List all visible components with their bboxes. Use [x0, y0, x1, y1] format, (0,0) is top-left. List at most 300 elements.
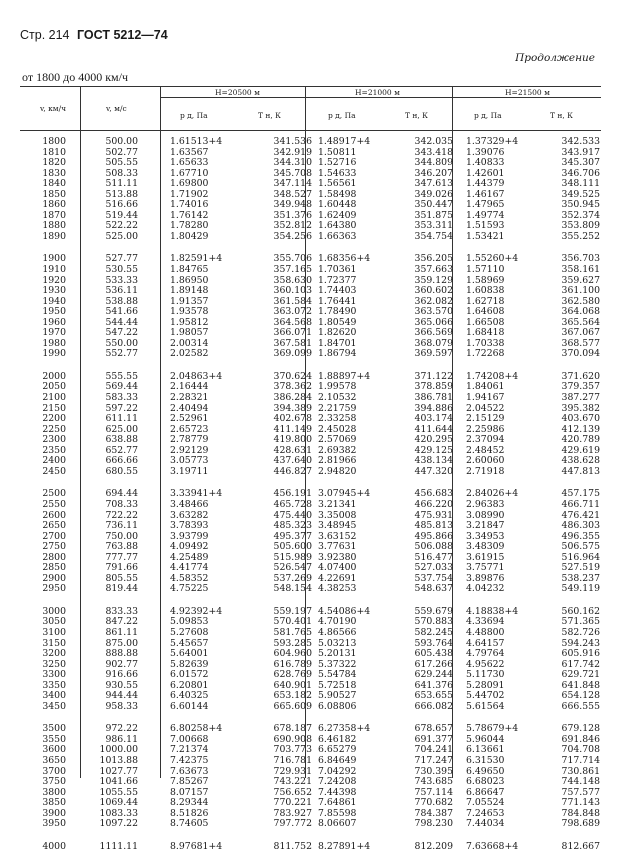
- cell-v-kmh: 2450: [42, 465, 66, 477]
- cell-v-ms: 502.77: [105, 146, 138, 158]
- cell-t-21000: 784.387: [414, 807, 453, 819]
- cell-v-kmh: 1930: [42, 285, 66, 297]
- cell-t-21500: 744.148: [561, 776, 600, 788]
- cell-v-ms: 527.77: [105, 253, 138, 265]
- cell-p-20500: 7.00668: [170, 733, 209, 745]
- cell-v-ms: 547.22: [105, 327, 138, 339]
- cell-p-21500: 1.47965: [466, 199, 505, 211]
- cell-v-ms: 888.88: [105, 648, 138, 660]
- cell-v-kmh: 3200: [42, 648, 66, 660]
- cell-p-21500: 1.94167: [466, 392, 505, 404]
- cell-v-ms: 625.00: [105, 423, 138, 435]
- cell-v-ms: 525.00: [105, 230, 138, 242]
- cell-p-21000: 1.72377: [318, 274, 357, 286]
- cell-p-20500: 2.65723: [170, 423, 209, 435]
- cell-t-20500: 354.256: [273, 230, 312, 242]
- cell-t-21500: 527.519: [561, 562, 600, 574]
- cell-t-21000: 386.781: [414, 392, 453, 404]
- cell-t-21000: 704.241: [414, 744, 453, 756]
- cell-v-ms: 1027.77: [99, 765, 138, 777]
- cell-p-21500: 3.61915: [466, 551, 505, 563]
- cell-v-ms: 505.55: [105, 157, 138, 169]
- cell-p-20500: 4.25489: [170, 551, 209, 563]
- cell-t-21000: 347.613: [414, 178, 453, 190]
- table-row: [20, 349, 601, 360]
- cell-p-21000: 1.74403: [318, 285, 357, 297]
- cell-t-21500: 353.809: [561, 220, 600, 232]
- cell-v-kmh: 3900: [42, 807, 66, 819]
- cell-p-21000: 1.62409: [318, 209, 357, 221]
- cell-p-20500: 3.33941+4: [170, 488, 223, 500]
- cell-p-21500: 1.72268: [466, 348, 505, 360]
- cell-t-21500: 798.689: [561, 818, 600, 830]
- cell-p-20500: 5.09853: [170, 616, 209, 628]
- cell-p-21000: 1.66363: [318, 230, 357, 242]
- cell-v-ms: 508.33: [105, 167, 138, 179]
- cell-t-21000: 346.207: [414, 167, 453, 179]
- cell-t-21000: 678.657: [414, 723, 453, 735]
- cell-t-21000: 743.685: [414, 776, 453, 788]
- cell-v-kmh: 3700: [42, 765, 66, 777]
- cell-t-21500: 362.580: [561, 295, 600, 307]
- row-block: [20, 372, 601, 477]
- cell-t-21000: 629.244: [414, 669, 453, 681]
- cell-p-21500: 2.96383: [466, 498, 505, 510]
- cell-t-20500: 402.678: [273, 413, 312, 425]
- cell-t-20500: 690.908: [273, 733, 312, 745]
- cell-p-21500: 4.79764: [466, 648, 505, 660]
- cell-p-20500: 1.98057: [170, 327, 209, 339]
- cell-t-20500: 797.772: [273, 818, 312, 830]
- cell-p-21500: 3.48309: [466, 541, 505, 553]
- cell-p-21500: 1.68418: [466, 327, 505, 339]
- cell-v-kmh: 3050: [42, 616, 66, 628]
- cell-v-kmh: 2900: [42, 572, 66, 584]
- table-row: [20, 756, 601, 767]
- cell-v-ms: 513.88: [105, 188, 138, 200]
- cell-v-kmh: 2600: [42, 509, 66, 521]
- cell-t-21500: 361.100: [561, 285, 600, 297]
- cell-t-21000: 368.079: [414, 337, 453, 349]
- cell-t-21500: 466.711: [561, 498, 600, 510]
- cell-t-21500: 352.374: [561, 209, 600, 221]
- cell-v-kmh: 3000: [42, 605, 66, 617]
- cell-p-20500: 7.21374: [170, 744, 209, 756]
- cell-v-kmh: 1970: [42, 327, 66, 339]
- cell-t-21500: 359.627: [561, 274, 600, 286]
- cell-p-21000: 7.44398: [318, 786, 357, 798]
- cell-t-20500: 505.600: [273, 541, 312, 553]
- cell-t-21000: 617.266: [414, 658, 453, 670]
- cell-p-21500: 5.44702: [466, 690, 505, 702]
- cell-p-21500: 1.55260+4: [466, 253, 519, 265]
- cell-v-kmh: 3400: [42, 690, 66, 702]
- cell-v-kmh: 1810: [42, 146, 66, 158]
- cell-p-21000: 1.58498: [318, 188, 357, 200]
- cell-p-21000: 1.56561: [318, 178, 357, 190]
- cell-v-kmh: 2550: [42, 498, 66, 510]
- cell-p-21500: 1.53421: [466, 230, 505, 242]
- cell-v-ms: 1055.55: [99, 786, 138, 798]
- cell-p-20500: 1.89148: [170, 285, 209, 297]
- cell-t-21500: 358.161: [561, 264, 600, 276]
- cell-t-21000: 344.809: [414, 157, 453, 169]
- cell-v-ms: 791.66: [105, 562, 138, 574]
- cell-p-21000: 1.50811: [318, 146, 357, 158]
- cell-t-21500: 367.067: [561, 327, 600, 339]
- cell-p-20500: 3.48466: [170, 498, 209, 510]
- table-row: [20, 628, 601, 639]
- cell-t-21500: 812.667: [561, 840, 600, 852]
- cell-v-kmh: 2100: [42, 392, 66, 404]
- cell-t-20500: 352.812: [273, 220, 312, 232]
- cell-t-21500: 356.703: [561, 253, 600, 265]
- cell-v-kmh: 3600: [42, 744, 66, 756]
- cell-t-20500: 570.401: [273, 616, 312, 628]
- cell-t-21000: 730.395: [414, 765, 453, 777]
- cell-t-21000: 354.754: [414, 230, 453, 242]
- cell-p-20500: 1.61513+4: [170, 136, 223, 147]
- cell-p-21500: 7.63668+4: [466, 840, 519, 852]
- cell-t-21500: 605.916: [561, 648, 600, 660]
- row-block: [20, 137, 601, 242]
- cell-t-21000: 447.320: [414, 465, 453, 477]
- cell-v-ms: 694.44: [105, 488, 138, 500]
- cell-t-20500: 348.527: [273, 188, 312, 200]
- cell-p-20500: 1.78280: [170, 220, 209, 232]
- cell-t-21000: 475.931: [414, 509, 453, 521]
- cell-v-kmh: 3650: [42, 754, 66, 766]
- cell-t-21500: 345.307: [561, 157, 600, 169]
- cell-t-21000: 359.129: [414, 274, 453, 286]
- cell-v-ms: 1083.33: [99, 807, 138, 819]
- cell-t-21500: 666.555: [561, 700, 600, 712]
- cell-t-20500: 437.640: [273, 455, 312, 467]
- cell-v-ms: 1041.66: [99, 776, 138, 788]
- cell-v-kmh: 2850: [42, 562, 66, 574]
- cell-p-21000: 2.10532: [318, 392, 357, 404]
- cell-t-20500: 364.568: [273, 316, 312, 328]
- cell-t-21000: 570.883: [414, 616, 453, 628]
- cell-t-21000: 537.754: [414, 572, 453, 584]
- cell-p-20500: 1.63567: [170, 146, 209, 158]
- cell-t-21000: 666.082: [414, 700, 453, 712]
- cell-v-kmh: 2000: [42, 370, 66, 382]
- cell-t-21500: 379.357: [561, 381, 600, 393]
- cell-v-ms: 522.22: [105, 220, 138, 232]
- cell-t-20500: 386.284: [273, 392, 312, 404]
- cell-p-21500: 6.68023: [466, 776, 505, 788]
- cell-p-21500: 1.60838: [466, 285, 505, 297]
- cell-v-kmh: 3750: [42, 776, 66, 788]
- cell-t-21500: 641.848: [561, 679, 600, 691]
- cell-p-20500: 1.74016: [170, 199, 209, 211]
- cell-v-kmh: 2150: [42, 402, 66, 414]
- header-group-2: H=21000 м: [355, 88, 400, 97]
- cell-v-ms: 538.88: [105, 295, 138, 307]
- cell-p-20500: 2.28321: [170, 392, 209, 404]
- cell-p-21500: 4.04232: [466, 583, 505, 595]
- cell-v-kmh: 1880: [42, 220, 66, 232]
- cell-p-21000: 1.82620: [318, 327, 357, 339]
- cell-t-20500: 363.072: [273, 306, 312, 318]
- cell-p-21500: 2.84026+4: [466, 488, 519, 500]
- cell-t-21500: 412.139: [561, 423, 600, 435]
- cell-p-20500: 6.20801: [170, 679, 209, 691]
- cell-p-21000: 3.92380: [318, 551, 357, 563]
- cell-t-21500: 364.068: [561, 306, 600, 318]
- cell-v-ms: 958.33: [105, 700, 138, 712]
- cell-t-21000: 757.114: [414, 786, 453, 798]
- cell-p-21500: 2.15129: [466, 413, 505, 425]
- cell-t-20500: 593.285: [273, 637, 312, 649]
- cell-t-21500: 457.175: [561, 488, 600, 500]
- cell-p-21000: 1.60448: [318, 199, 357, 211]
- table-row: [20, 232, 601, 243]
- header-p: p д, Па: [474, 111, 502, 120]
- cell-t-21500: 395.382: [561, 402, 600, 414]
- cell-p-20500: 1.95812: [170, 316, 209, 328]
- cell-p-21000: 1.64380: [318, 220, 357, 232]
- cell-v-kmh: 1870: [42, 209, 66, 221]
- page-label: Стр. 214: [20, 28, 70, 42]
- cell-v-ms: 680.55: [105, 465, 138, 477]
- row-block: [20, 489, 601, 594]
- cell-t-21000: 351.875: [414, 209, 453, 221]
- cell-p-20500: 5.45657: [170, 637, 209, 649]
- cell-v-ms: 916.66: [105, 669, 138, 681]
- cell-t-21500: 420.789: [561, 434, 600, 446]
- cell-v-kmh: 1850: [42, 188, 66, 200]
- cell-p-20500: 2.02582: [170, 348, 209, 360]
- cell-v-kmh: 3350: [42, 679, 66, 691]
- cell-p-21000: 2.57069: [318, 434, 357, 446]
- cell-v-ms: 833.33: [105, 605, 138, 617]
- cell-p-21000: 1.68356+4: [318, 253, 371, 265]
- cell-v-ms: 861.11: [105, 626, 138, 638]
- cell-p-20500: 6.01572: [170, 669, 209, 681]
- cell-v-kmh: 3800: [42, 786, 66, 798]
- cell-v-ms: 930.55: [105, 679, 138, 691]
- cell-t-21500: 350.945: [561, 199, 600, 211]
- cell-t-20500: 743.221: [273, 776, 312, 788]
- cell-t-21500: 506.575: [561, 541, 600, 553]
- cell-t-21500: 560.162: [561, 605, 600, 617]
- cell-p-20500: 1.91357: [170, 295, 209, 307]
- cell-p-21500: 3.34953: [466, 530, 505, 542]
- cell-t-21500: 348.111: [561, 178, 600, 190]
- cell-p-20500: 4.09492: [170, 541, 209, 553]
- cell-t-21500: 403.670: [561, 413, 600, 425]
- cell-t-20500: 370.624: [273, 370, 312, 382]
- cell-p-20500: 8.07157: [170, 786, 209, 798]
- cell-p-20500: 4.75225: [170, 583, 209, 595]
- cell-t-20500: 411.149: [273, 423, 312, 435]
- cell-p-21000: 7.24208: [318, 776, 357, 788]
- cell-v-ms: 550.00: [105, 337, 138, 349]
- cell-p-21500: 4.48800: [466, 626, 505, 638]
- cell-p-21000: 6.84649: [318, 754, 357, 766]
- cell-p-21500: 5.28091: [466, 679, 505, 691]
- cell-p-20500: 6.80258+4: [170, 723, 223, 735]
- header-bottom-rule: [20, 130, 601, 131]
- cell-v-kmh: 1910: [42, 264, 66, 276]
- cell-t-21500: 496.355: [561, 530, 600, 542]
- cell-p-20500: 8.51826: [170, 807, 209, 819]
- cell-p-20500: 6.40325: [170, 690, 209, 702]
- cell-t-20500: 446.827: [273, 465, 312, 477]
- page-header: [20, 28, 168, 42]
- cell-v-kmh: 1800: [42, 136, 66, 147]
- cell-p-21500: 6.86647: [466, 786, 505, 798]
- cell-p-21500: 1.40833: [466, 157, 505, 169]
- header-t: T н, К: [405, 111, 428, 120]
- cell-t-20500: 358.630: [273, 274, 312, 286]
- cell-p-21500: 1.37329+4: [466, 136, 519, 147]
- table-row: [20, 393, 601, 404]
- cell-p-20500: 1.69800: [170, 178, 209, 190]
- cell-p-21000: 1.99578: [318, 381, 357, 393]
- cell-v-ms: 530.55: [105, 264, 138, 276]
- cell-t-21500: 387.277: [561, 392, 600, 404]
- cell-v-ms: 972.22: [105, 723, 138, 735]
- cell-p-20500: 2.40494: [170, 402, 209, 414]
- cell-p-21000: 2.69382: [318, 444, 357, 456]
- cell-t-20500: 465.728: [273, 498, 312, 510]
- cell-p-20500: 5.64001: [170, 648, 209, 660]
- cell-t-21500: 368.577: [561, 337, 600, 349]
- cell-p-20500: 2.92129: [170, 444, 209, 456]
- cell-v-kmh: 2350: [42, 444, 66, 456]
- header-group-1: H=20500 м: [215, 88, 260, 97]
- cell-t-21000: 548.637: [414, 583, 453, 595]
- cell-t-20500: 344.310: [273, 157, 312, 169]
- cell-p-20500: 4.41774: [170, 562, 209, 574]
- cell-t-21000: 353.311: [414, 220, 453, 232]
- cell-p-20500: 6.60144: [170, 700, 209, 712]
- cell-p-21500: 5.78679+4: [466, 723, 519, 735]
- cell-t-20500: 581.765: [273, 626, 312, 638]
- cell-t-20500: 485.323: [273, 520, 312, 532]
- cell-t-21000: 420.295: [414, 434, 453, 446]
- cell-p-21000: 4.70190: [318, 616, 357, 628]
- cell-t-21000: 357.663: [414, 264, 453, 276]
- cell-t-21500: 730.861: [561, 765, 600, 777]
- cell-p-20500: 3.19711: [170, 465, 209, 477]
- cell-t-21000: 653.655: [414, 690, 453, 702]
- cell-t-20500: 729.931: [273, 765, 312, 777]
- cell-v-ms: 736.11: [105, 520, 138, 532]
- cell-p-20500: 5.82639: [170, 658, 209, 670]
- cell-p-21500: 1.74208+4: [466, 370, 519, 382]
- cell-t-21500: 346.706: [561, 167, 600, 179]
- cell-t-21500: 429.619: [561, 444, 600, 456]
- cell-p-21000: 5.20131: [318, 648, 357, 660]
- cell-p-20500: 4.58352: [170, 572, 209, 584]
- cell-p-21000: 3.63152: [318, 530, 357, 542]
- standard-label: ГОСТ 5212—74: [77, 28, 168, 42]
- cell-t-21000: 349.026: [414, 188, 453, 200]
- cell-p-21000: 7.85598: [318, 807, 357, 819]
- cell-t-21500: 549.119: [561, 583, 600, 595]
- cell-p-20500: 8.29344: [170, 797, 209, 809]
- cell-t-21500: 343.917: [561, 146, 600, 158]
- header-p: p д, Па: [328, 111, 356, 120]
- cell-t-21500: 342.533: [561, 136, 600, 147]
- cell-p-21000: 6.08806: [318, 700, 357, 712]
- cell-v-kmh: 3100: [42, 626, 66, 638]
- cell-t-21500: 476.421: [561, 509, 600, 521]
- cell-v-ms: 536.11: [105, 285, 138, 297]
- cell-p-21500: 4.18838+4: [466, 605, 519, 617]
- table-row: [20, 819, 601, 830]
- header-p: p д, Па: [180, 111, 208, 120]
- cell-t-21500: 447.813: [561, 465, 600, 477]
- header-group-3: H=21500 м: [505, 88, 550, 97]
- cell-t-20500: 495.377: [273, 530, 312, 542]
- cell-t-20500: 428.631: [273, 444, 312, 456]
- cell-p-21000: 1.88897+4: [318, 370, 371, 382]
- cell-v-ms: 511.11: [105, 178, 138, 190]
- cell-p-21000: 7.64861: [318, 797, 357, 809]
- cell-p-21000: 3.07945+4: [318, 488, 371, 500]
- cell-p-21000: 2.33258: [318, 413, 357, 425]
- cell-v-kmh: 2400: [42, 455, 66, 467]
- cell-v-ms: 519.44: [105, 209, 138, 221]
- cell-p-20500: 8.74605: [170, 818, 209, 830]
- cell-p-21500: 1.58969: [466, 274, 505, 286]
- cell-p-21500: 2.37094: [466, 434, 505, 446]
- cell-v-ms: 805.55: [105, 572, 138, 584]
- cell-v-kmh: 1920: [42, 274, 66, 286]
- cell-v-kmh: 1830: [42, 167, 66, 179]
- cell-p-21000: 2.81966: [318, 455, 357, 467]
- table-top-rule: [20, 86, 601, 87]
- cell-v-kmh: 2700: [42, 530, 66, 542]
- cell-v-ms: 986.11: [105, 733, 138, 745]
- cell-p-21000: 3.48945: [318, 520, 357, 532]
- cell-v-ms: 1097.22: [99, 818, 138, 830]
- cell-v-ms: 847.22: [105, 616, 138, 628]
- cell-v-kmh: 3950: [42, 818, 66, 830]
- cell-t-20500: 341.536: [273, 136, 312, 147]
- cell-v-ms: 533.33: [105, 274, 138, 286]
- cell-t-20500: 366.071: [273, 327, 312, 339]
- cell-t-21000: 342.035: [414, 136, 453, 147]
- cell-v-kmh: 2050: [42, 381, 66, 393]
- cell-t-20500: 678.187: [273, 723, 312, 735]
- continued-label: Продолжение: [515, 52, 595, 64]
- cell-t-20500: 360.103: [273, 285, 312, 297]
- cell-t-20500: 355.706: [273, 253, 312, 265]
- cell-t-20500: 367.581: [273, 337, 312, 349]
- cell-t-21000: 429.125: [414, 444, 453, 456]
- cell-v-kmh: 1950: [42, 306, 66, 318]
- cell-t-20500: 345.708: [273, 167, 312, 179]
- table-row: [20, 842, 601, 853]
- cell-p-20500: 1.84765: [170, 264, 209, 276]
- cell-p-20500: 5.27608: [170, 626, 209, 638]
- cell-t-21500: 704.708: [561, 744, 600, 756]
- header-v-kmh: v, км/ч: [40, 104, 67, 113]
- cell-p-21500: 3.08990: [466, 509, 505, 521]
- cell-p-20500: 2.78779: [170, 434, 209, 446]
- cell-p-21000: 1.84701: [318, 337, 357, 349]
- cell-t-21500: 371.620: [561, 370, 600, 382]
- cell-t-21500: 654.128: [561, 690, 600, 702]
- cell-t-20500: 783.927: [273, 807, 312, 819]
- cell-p-21000: 6.65279: [318, 744, 357, 756]
